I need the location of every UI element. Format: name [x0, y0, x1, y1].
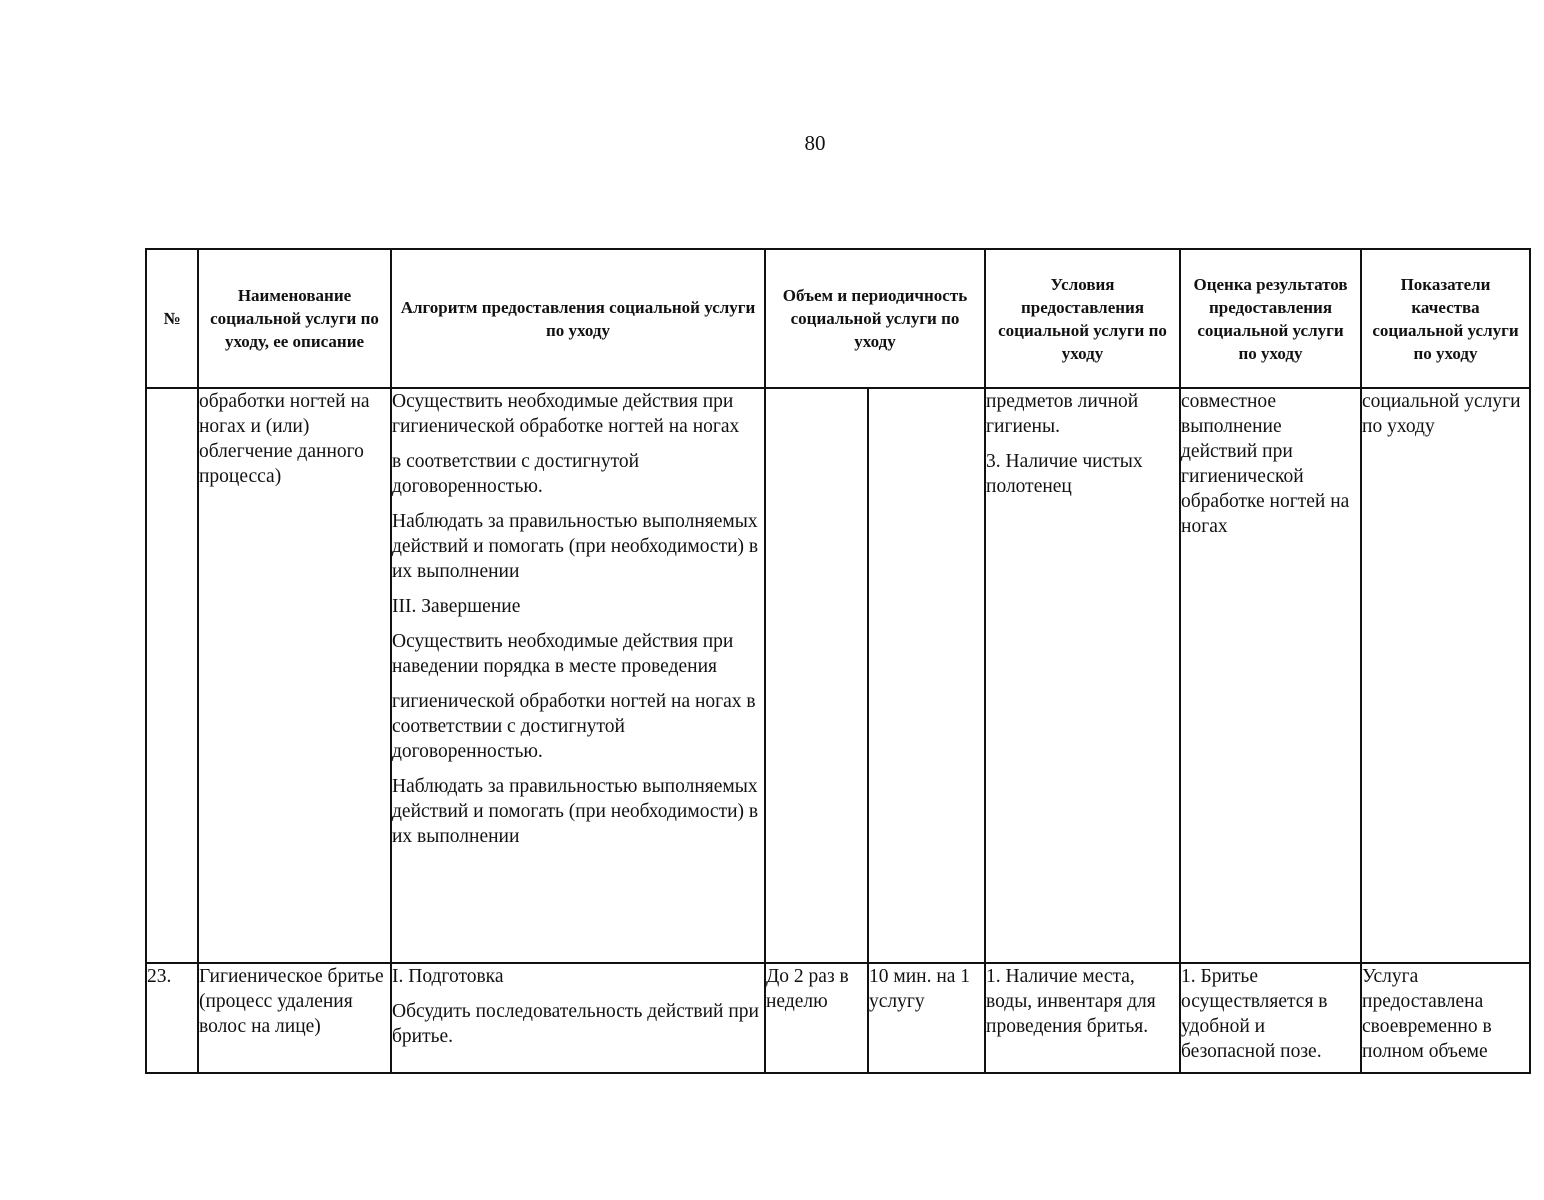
- services-table: [145, 248, 1531, 1074]
- header-indicators: Показатели качества социальной услуги по уходу: [1361, 249, 1530, 388]
- algorithm-cell: [391, 963, 765, 1073]
- volume-frequency: До 2 раз в неделю: [765, 963, 868, 1073]
- algorithm-paragraph: Наблюдать за правильностью выполняемых действий и помогать (при необходимости) в их выполнении: [392, 776, 759, 847]
- algorithm-paragraph: Осуществить необходимые действия при наведении порядка в месте проведения: [392, 631, 734, 677]
- volume-time: [868, 388, 985, 963]
- evaluation-cell: 1. Бритье осуществляется в удобной и безопасной позе.: [1180, 963, 1361, 1073]
- header-volume: Объем и периодичность социальной услуги по уходу: [765, 249, 985, 388]
- algorithm-paragraph: Обсудить последовательность действий при бритье.: [392, 1001, 759, 1047]
- algorithm-paragraph: I. Подготовка: [392, 966, 504, 987]
- algorithm-paragraph: гигиенической обработки ногтей на ногах в соответствии с достигнутой договоренностью.: [392, 691, 756, 762]
- algorithm-paragraph: Осуществить необходимые действия при гигиенической обработке ногтей на ногах: [392, 391, 740, 437]
- header-number: №: [146, 249, 198, 388]
- row-number: 23.: [146, 963, 198, 1073]
- table-row: [146, 388, 1530, 963]
- service-name: обработки ногтей на ногах и (или) облегчение данного процесса): [198, 388, 391, 963]
- volume-time: 10 мин. на 1 услугу: [868, 963, 985, 1073]
- header-algorithm: Алгоритм предоставления социальной услуги по уходу: [391, 249, 765, 388]
- conditions-paragraph: предметов личной гигиены.: [986, 391, 1139, 437]
- algorithm-paragraph: Наблюдать за правильностью выполняемых действий и помогать (при необходимости) в их выполнении: [392, 511, 759, 582]
- algorithm-cell: [391, 388, 765, 963]
- conditions-cell: 1. Наличие места, воды, инвентаря для проведения бритья.: [985, 963, 1180, 1073]
- table-row: [146, 963, 1530, 1073]
- volume-frequency: [765, 388, 868, 963]
- page-number: 80: [804, 131, 826, 155]
- header-service-name: Наименование социальной услуги по уходу, ее описание: [198, 249, 391, 388]
- indicators-cell: социальной услуги по уходу: [1361, 388, 1530, 963]
- conditions-cell: [985, 388, 1180, 963]
- indicators-cell: Услуга предоставлена своевременно в полном объеме: [1361, 963, 1530, 1073]
- header-conditions: Условия предоставления социальной услуги по уходу: [985, 249, 1180, 388]
- evaluation-cell: совместное выполнение действий при гигиенической обработке ногтей на ногах: [1180, 388, 1361, 963]
- conditions-paragraph: 3. Наличие чистых полотенец: [986, 451, 1143, 497]
- table-header-row: [146, 249, 1530, 388]
- service-name: Гигиеническое бритье (процесс удаления волос на лице): [198, 963, 391, 1073]
- algorithm-paragraph: III. Завершение: [392, 596, 521, 617]
- header-evaluation: Оценка результатов предоставления социальной услуги по уходу: [1180, 249, 1361, 388]
- algorithm-paragraph: в соответствии с достигнутой договоренностью.: [392, 451, 640, 497]
- row-number: [146, 388, 198, 963]
